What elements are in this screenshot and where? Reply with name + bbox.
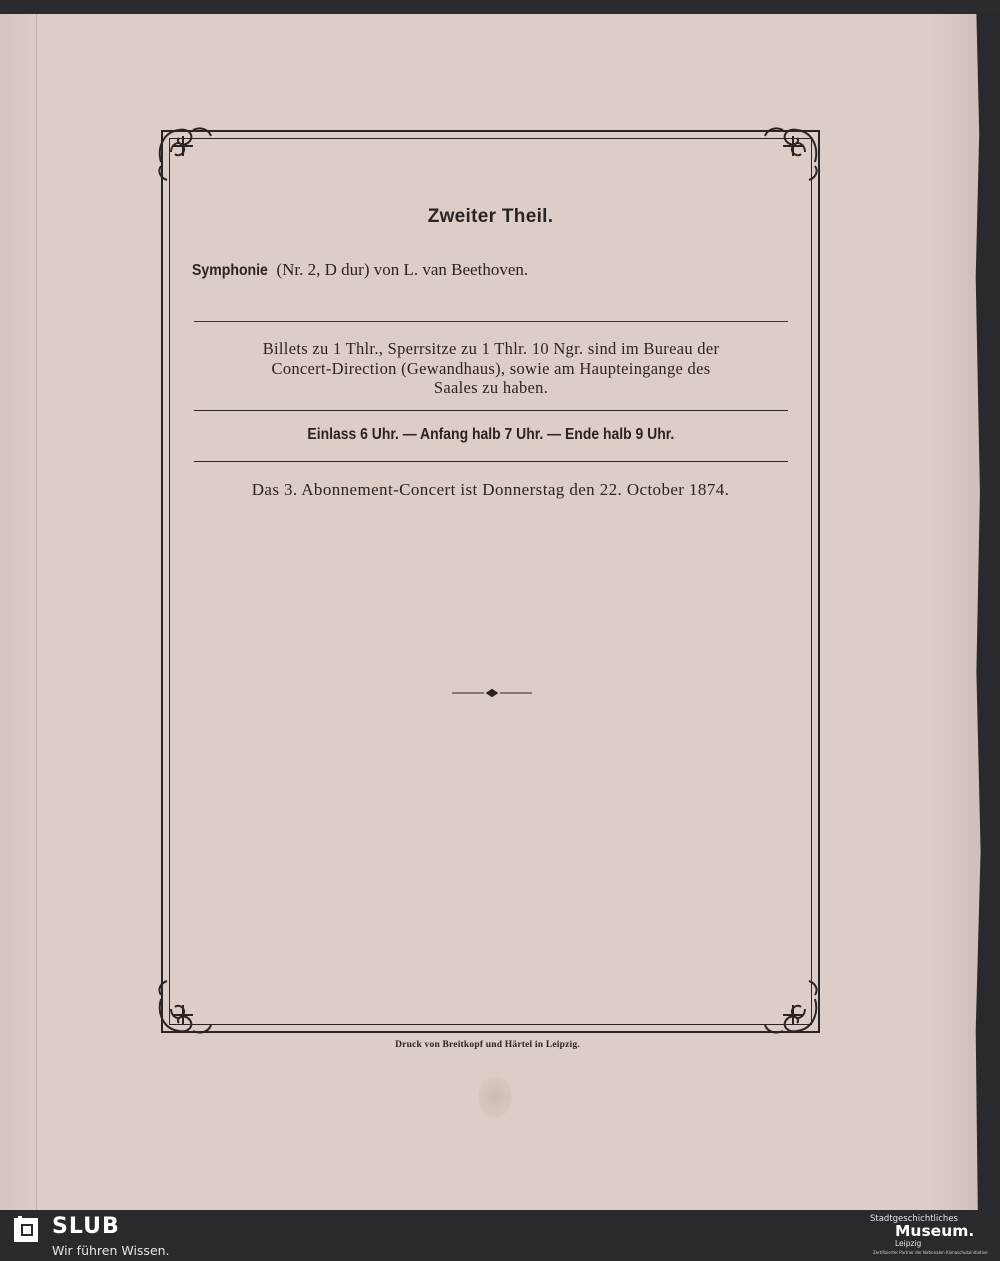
next-concert-notice: Das 3. Abonnement-Concert ist Donnerstag den 22. October 1874. (251, 480, 730, 499)
top-bar (0, 0, 1000, 14)
slub-tagline: Wir führen Wissen. (52, 1243, 170, 1258)
slub-name[interactable]: SLUB (52, 1214, 120, 1239)
symphony-line (192, 260, 528, 280)
printer-credit: Druck von Breitkopf und Härtel in Leipzig. (395, 1040, 580, 1050)
section-heading: Zweiter Theil. (427, 206, 554, 227)
symphony-label: Symphonie (192, 262, 268, 279)
museum-name[interactable]: Museum. (895, 1222, 975, 1240)
symphony-details: (Nr. 2, D dur) von L. van Beethoven. (276, 260, 529, 279)
program-content (172, 140, 809, 1020)
museum-city: Leipzig (895, 1239, 922, 1248)
ticket-info-line: Billets zu 1 Thlr., Sperrsitze zu 1 Thlr. 10 Ngr. sind im Bureau der (262, 339, 720, 358)
ticket-info-line: Saales zu haben. (433, 378, 549, 397)
embossed-stamp (478, 1076, 512, 1118)
center-ornament-icon (452, 686, 532, 700)
torn-page-edge (968, 14, 982, 1210)
page-fold-line (36, 14, 37, 1210)
divider-rule (194, 410, 788, 411)
slub-logo-icon[interactable] (12, 1214, 42, 1244)
ticket-info (192, 339, 790, 398)
museum-certification: Zertifizierter Partner der Nationalen Klimaschutzinitiative (873, 1250, 988, 1255)
divider-rule (194, 321, 788, 322)
museum-subtitle: Stadtgeschichtliches (870, 1214, 958, 1224)
divider-rule (194, 461, 788, 462)
concert-times-text: Einlass 6 Uhr. — Anfang halb 7 Uhr. — Ende halb 9 Uhr. (307, 426, 674, 443)
concert-times (172, 426, 809, 444)
ticket-info-line: Concert-Direction (Gewandhaus), sowie am Haupteingange des (271, 358, 711, 378)
